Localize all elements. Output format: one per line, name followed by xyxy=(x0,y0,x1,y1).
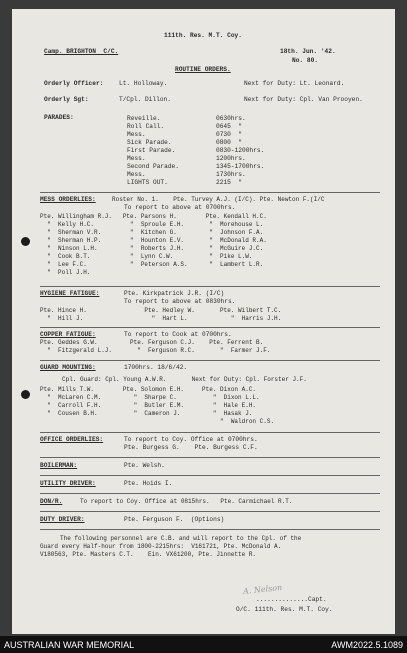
office-report-time: To report to Coy. Office at 0700hrs. xyxy=(124,436,258,443)
parade-time: 1730hrs. xyxy=(216,171,246,178)
mess-roster: Roster No. 1. Pte. Turvey A.J. (I/C). Pte. Newton F.(I/C xyxy=(112,196,325,203)
copper-row: Pte. Geddes G.W. Pte. Ferguson C.J. Pte. Ferrent B. xyxy=(40,339,264,346)
parade-time: 1345-1700hrs. xyxy=(216,163,265,170)
mess-report-time: To report to above at 0700hrs. xyxy=(124,204,236,211)
parade-time: 1200hrs. xyxy=(216,155,246,162)
don-r-details: To report to Coy. Office at 0815hrs. Pte. Carmichael R.T. xyxy=(80,498,293,505)
guard-row: " Waldron C.S. xyxy=(40,418,275,425)
parade-time: 0800 " xyxy=(216,139,242,146)
parade-name: Reveille. xyxy=(127,115,161,122)
unit-heading: 111th. Res. M.T. Coy. xyxy=(164,32,242,39)
hygiene-row: Pte. Hince H. Pte. Hedley W. Pte. Wilbert T.C. xyxy=(40,307,282,314)
handwritten-signature: A. Nelson xyxy=(242,582,283,597)
orderly-sgt-next: Next for Duty: Cpl. Van Prooyen. xyxy=(244,96,363,103)
hygiene-row: " Hill J. " Hart L. " Harris J.H. xyxy=(40,315,282,322)
mess-orderlies-label: MESS ORDERLIES: xyxy=(40,196,96,203)
mess-row: " Cook B.T. " Lynn C.W. " Pike L.W. xyxy=(40,253,253,260)
signature-line: ..............Capt. xyxy=(256,596,327,603)
duty-driver-name: Pte. Ferguson F. (Options) xyxy=(124,516,225,523)
office-orderlies-names: Pte. Burgess G. Pte. Burgess C.F. xyxy=(124,444,258,451)
parade-time: 0630hrs. xyxy=(216,115,246,122)
parade-time: 0730 " xyxy=(216,131,242,138)
divider xyxy=(40,192,380,193)
copper-row: " Fitzgerald L.J. " Ferguson R.C. " Farmer J.F. xyxy=(40,347,271,354)
divider xyxy=(40,511,380,512)
mess-row: " Kelly H.C. " Sproule E.H. " Morehouse L. xyxy=(40,221,264,228)
parade-time: 0645 " xyxy=(216,123,242,130)
mess-row: " Lee F.C. " Peterson A.S. " Lambert L.R. xyxy=(40,261,264,268)
parade-name: Sick Parade. xyxy=(127,139,172,146)
utility-driver-label: UTILITY DRIVER: xyxy=(40,480,96,487)
guard-row: " Carroll F.H. " Butler E.M. " Hale E.H. xyxy=(40,402,257,409)
hygiene-label: HYGIENE FATIGUE: xyxy=(40,290,100,297)
copper-fatigue-label: COPPER FATIGUE: xyxy=(40,331,96,338)
divider xyxy=(40,360,380,361)
copper-report-time: To report to Cook at 0700hrs. xyxy=(124,331,232,338)
page-title: ROUTINE ORDERS. xyxy=(175,66,231,73)
archive-footer xyxy=(0,636,407,653)
signatory-unit: O/C. 111th. Res. M.T. Coy. xyxy=(236,606,333,613)
orderly-officer: Lt. Holloway. xyxy=(119,80,168,87)
parade-name: Roll Call. xyxy=(127,123,165,130)
cb-notice-line: The following personnel are C.B. and will report to the Cpl. of the xyxy=(60,535,302,542)
document-page xyxy=(12,9,395,634)
guard-row: " Cousen B.H. " Cameron J. " Hasak J. xyxy=(40,410,253,417)
parade-time: 0830-1200hrs. xyxy=(216,147,265,154)
divider xyxy=(40,457,380,458)
mess-row: " Ninson L.H. " Roberts J.H. " McGuire J.C. xyxy=(40,245,264,252)
guard-commander: Cpl. Guard: Cpl. Young A.W.R. Next for Duty: Cpl. Forster J.F. xyxy=(62,376,307,383)
mess-row: " Sherman H.P. " Hounton E.V. " McDonald R.A. xyxy=(40,237,267,244)
cb-notice-line: V180563, Pte. Masters C.T. Ein. VX61200, Pte. Jinnette R. xyxy=(40,551,257,558)
mess-row: Pte. Willingham R.J. Pte. Parsons H. Pte. Kendall H.C. xyxy=(40,213,267,220)
orderly-officer-next: Next for Duty: Lt. Leonard. xyxy=(244,80,345,87)
orderly-sgt: T/Cpl. Dillon. xyxy=(119,96,171,103)
punch-hole xyxy=(21,390,30,399)
cb-notice-line: Guard every Half-hour from 1800-2215hrs: V161721, Pte. McDonald A. xyxy=(40,543,282,550)
mess-row: " Poll J.H. xyxy=(40,269,91,276)
divider xyxy=(40,493,380,494)
punch-hole xyxy=(21,237,30,246)
order-date: 18th. Jun. '42. xyxy=(280,48,336,55)
parades-label: PARADES: xyxy=(44,114,74,121)
hygiene-report-time: To report to above at 0830hrs. xyxy=(124,298,236,305)
mess-row: " Sherman V.R. " Kitchen G. " Johnson F.A. xyxy=(40,229,264,236)
parade-time: 2215 " xyxy=(216,179,242,186)
camp-location: Camp. BRIGHTON C/C. xyxy=(44,48,119,55)
order-number: No. 80. xyxy=(292,57,318,64)
boilerman-name: Pte. Welsh. xyxy=(124,462,165,469)
divider xyxy=(40,286,380,287)
hygiene-ic: Pte. Kirkpatrick J.R. (I/C) xyxy=(124,290,225,297)
guard-row: Pte. Mills T.W. Pte. Solomon E.H. Pte. Dixon A.C. xyxy=(40,386,257,393)
parade-name: Mess. xyxy=(127,131,146,138)
don-r-label: DON/R. xyxy=(40,498,63,505)
parade-name: Mess. xyxy=(127,155,146,162)
divider xyxy=(40,529,380,530)
duty-driver-label: DUTY DRIVER: xyxy=(40,516,85,523)
guard-row: " McLaren C.M. " Sharpe C. " Dixon L.L. xyxy=(40,394,260,401)
parade-name: Mess. xyxy=(127,171,146,178)
parade-name: First Parade. xyxy=(127,147,176,154)
accession-number: AWM2022.5.1089 xyxy=(331,640,403,650)
office-orderlies-label: OFFICE ORDERLIES: xyxy=(40,436,104,443)
utility-driver-name: Pte. Hoids I. xyxy=(124,480,173,487)
archive-name: AUSTRALIAN WAR MEMORIAL xyxy=(4,640,135,650)
orderly-sgt-label: Orderly Sgt: xyxy=(44,96,89,103)
divider xyxy=(40,327,380,328)
divider xyxy=(40,432,380,433)
guard-time: 1700hrs. 18/6/42. xyxy=(124,364,188,371)
guard-mounting-label: GUARD MOUNTING: xyxy=(40,364,96,371)
parade-name: Second Parade. xyxy=(127,163,179,170)
parade-name: LIGHTS OUT. xyxy=(127,179,168,186)
orderly-officer-label: Orderly Officer: xyxy=(44,80,104,87)
divider xyxy=(40,475,380,476)
boilerman-label: BOILERMAN: xyxy=(40,462,78,469)
